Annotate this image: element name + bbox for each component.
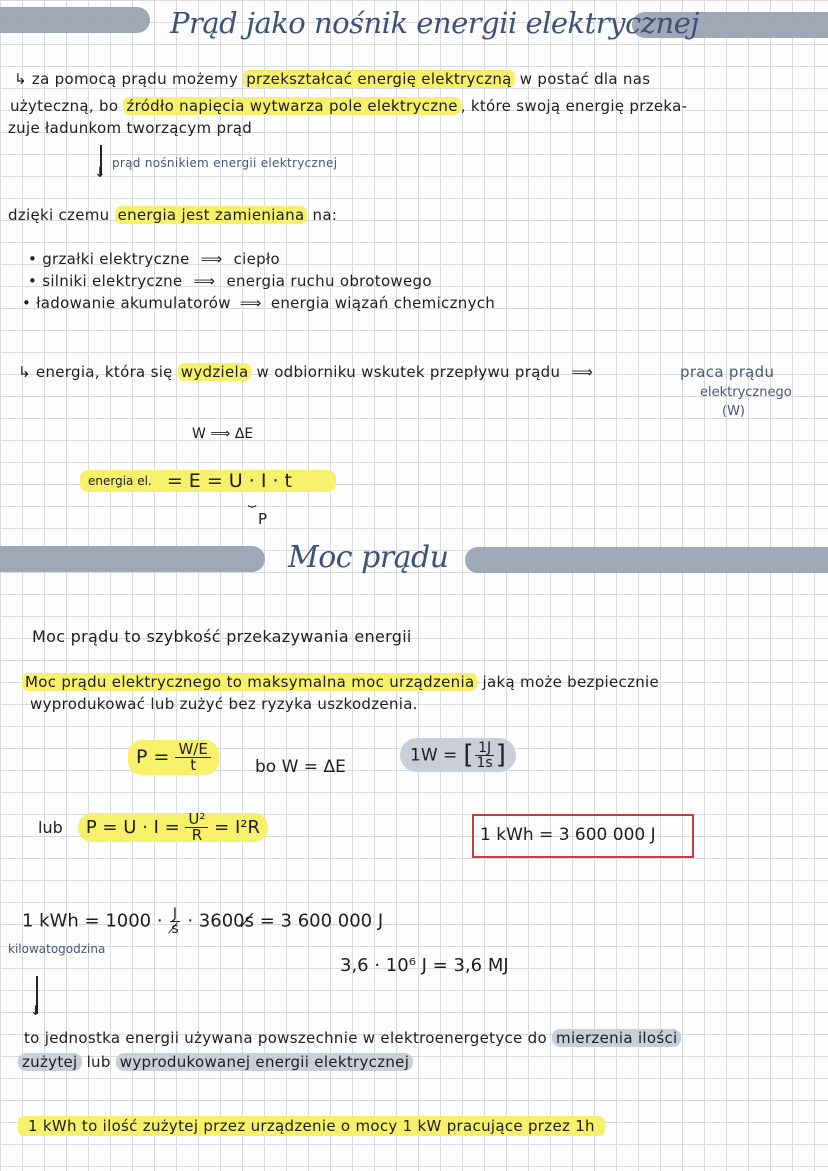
highlight-produced-energy: wyprodukowanej energii elektrycznej [116, 1053, 413, 1071]
watt-unit-formula: 1W = [ $\frac{1J}{1s}$ ] [400, 738, 516, 772]
conversion-item-motors: • silniki elektryczne ⟹ energia ruchu obrotowego [28, 272, 432, 290]
kwh-definition-line-2: zużytej lub wyprodukowanej energii elektrycznej [18, 1053, 413, 1071]
energy-formula [80, 470, 336, 492]
section1-title: Prąd jako nośnik energii elektrycznej [170, 6, 699, 40]
formula-annotation-top: W ⟹ ΔE [192, 426, 254, 442]
highlight-measure-amount: mierzenia ilości [552, 1029, 681, 1047]
work-result-line-3: (W) [722, 404, 745, 419]
section2-banner-left [0, 546, 265, 572]
note-current-carrier: prąd nośnikiem energii elektrycznej [112, 156, 338, 170]
formula-brace-icon: ⏟ [248, 492, 257, 508]
conversion-item-batteries: • ładowanie akumulatorów ⟹ energia wiązań chemicznych [22, 294, 496, 312]
section2-banner-right [465, 547, 828, 573]
double-arrow-icon: ⟹ [239, 294, 262, 312]
formula-label: energia el. [88, 474, 152, 488]
highlight-energy-converted: energia jest zamieniana [115, 206, 308, 224]
highlight-voltage-source: źródło napięcia wytwarza pole elektryczne [123, 97, 460, 115]
highlight-transform-energy: przekształcać energię elektryczną [243, 70, 514, 88]
kwh-megajoule: 3,6 · 10⁶ J = 3,6 MJ [340, 955, 509, 976]
formula-annotation-bottom: P [258, 510, 268, 528]
intro-line-1: ↳ za pomocą prądu możemy przekształcać energię elektryczną w postać dla nas [14, 70, 651, 88]
kwh-boxed-result: 1 kWh = 3 600 000 J [472, 814, 694, 858]
work-result-line-1: praca prądu [680, 363, 775, 381]
kilowatt-hour-label: kilowatogodzina [8, 942, 106, 956]
section2-title: Moc prądu [288, 540, 449, 575]
kwh-definition-line-1: to jednostka energii używana powszechnie w elektroenergetyce do mierzenia ilości [24, 1029, 681, 1047]
power-formula: P = $\frac{W/E}{t}$ [128, 740, 219, 775]
bracket-right-icon: ] [495, 740, 506, 770]
highlight-used: zużytej [18, 1053, 82, 1071]
power-definition-2-line-2: wyprodukować lub zużyć bez ryzyka uszkodzenia. [30, 695, 418, 713]
alt-power-formula: lub P = U · I = $\frac{\text{U²}}{R}$ = I²R [38, 812, 268, 843]
because-formula: bo W = ΔE [255, 757, 346, 777]
conversion-item-heaters: • grzałki elektryczne ⟹ ciepło [28, 250, 281, 268]
work-result-line-2: elektrycznego [700, 385, 792, 400]
double-arrow-icon: ⟹ [200, 250, 223, 268]
double-arrow-icon: ⟹ [571, 363, 594, 381]
highlight-max-power: Moc prądu elektrycznego to maksymalna moc urządzenia [22, 673, 477, 691]
intro-line-3: zuje ładunkom tworzącym prąd [8, 119, 253, 137]
double-arrow-icon: ⟹ [193, 272, 216, 290]
kwh-summary: 1 kWh to ilość zużytej przez urządzenie o mocy 1 kW pracujące przez 1h [18, 1117, 605, 1135]
conversion-intro: dzięki czemu energia jest zamieniana na: [8, 206, 338, 224]
intro-line-2: użyteczną, bo źródło napięcia wytwarza pole elektryczne , które swoją energię przeka- [10, 97, 688, 115]
down-arrow-head-icon: ↓ [94, 165, 106, 181]
down-arrow-head-icon: ↓ [30, 1004, 41, 1019]
bracket-left-icon: [ [463, 740, 474, 770]
power-definition-1: Moc prądu to szybkość przekazywania energii [32, 627, 412, 646]
power-definition-2-line-1: Moc prądu elektrycznego to maksymalna moc urządzenia jaką może bezpiecznie [22, 673, 659, 691]
title-banner-left [0, 7, 150, 33]
work-definition: ↳ energia, która się wydziela w odbiorniku wskutek przepływu prądu ⟹ [18, 363, 594, 381]
formula-expression: = E = U · I · t [166, 470, 293, 492]
kwh-calculation: 1 kWh = 1000 · $\frac{J}{s̸}$ · 3600s̸ = 3 600 000 J [22, 906, 384, 937]
highlight-released: wydziela [178, 363, 252, 381]
